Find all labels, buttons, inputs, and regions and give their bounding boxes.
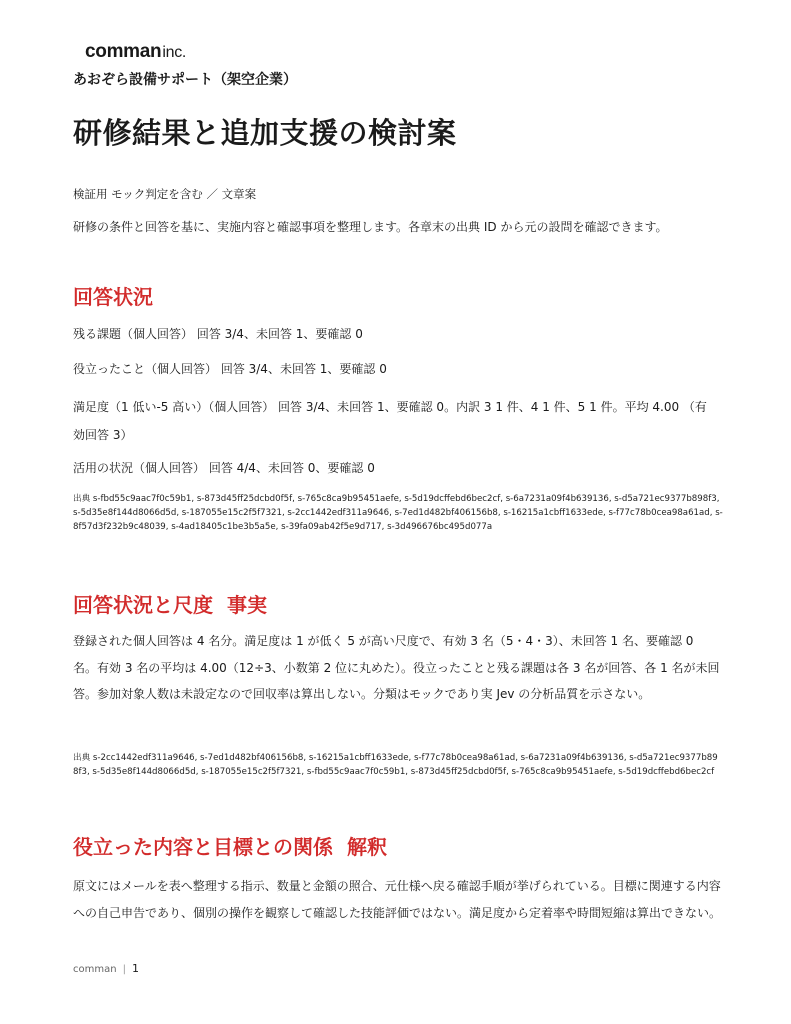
footer-brand: comman — [73, 964, 117, 975]
document-meta: 検証用 モック判定を含む ／ 文章案 — [73, 187, 257, 201]
page-number: 1 — [131, 962, 139, 975]
section-body: 原文にはメールを表へ整理する指示、数量と金額の照合、元仕様へ戻る確認手順が挙げられている。目標に関連する内容への自己申告であり、個別の操作を観察して確認した技能評価ではない。満足度から定着率や時間短縮は算出できない。 — [73, 879, 722, 920]
page-footer — [73, 962, 139, 977]
section-body: 登録された個人回答は 4 名分。満足度は 1 が低く 5 が高い尺度で、有効 3 名（5・4・3）、未回答 1 名、要確認 0 名。有効 3 名の平均は 4.00（12÷3、小数第 2 位に丸めた）。役立ったことと残る課題は各 3 名が回答、各 1 名が未回答。参加対象人数は未設定なので回収率は算出しない。分類はモックであり実 Jev の分析品質を示さない。 — [73, 634, 720, 701]
section-heading-tag: 事実 — [227, 593, 267, 617]
section-source-ids: 出典 s-2cc1442edf311a9646, s-7ed1d482bf406156b8, s-16215a1cbff1633ede, s-f77c78b0cea98a61ad, s-6a7231a09f4b639136, s-d5a721ec9377b898f3, s-5d35e8f144d8066d5d, s-187055e15c2f5f7321, s-fbd55c9aac7f0c59b1, s-873d45ff25dcbd0f5f, s-765c8ca9b95451aefe, s-5d19dcffebd6bec2cf — [73, 753, 718, 777]
document-title: 研修結果と追加支援の検討案 — [73, 116, 457, 150]
status-item: 役立ったこと（個人回答） 回答 3/4、未回答 1、要確認 0 — [73, 362, 387, 376]
section-heading-text: 役立った内容と目標との関係 — [73, 835, 333, 859]
logo-suffix: inc. — [162, 44, 187, 61]
section-heading-text: 回答状況と尺度 — [73, 593, 213, 617]
section-source-ids: 出典 s-fbd55c9aac7f0c59b1, s-873d45ff25dcbd0f5f, s-765c8ca9b95451aefe, s-5d19dcffebd6bec2cf, s-6a7231a09f4b639136, s-d5a721ec9377b898f3, s-5d35e8f144d8066d5d, s-187055e15c2f5f7321, s-2cc1442edf311a9646, s-7ed1d482bf406156b8, s-16215a1cbff1633ede, s-f77c78b0cea98a61ad, s-8f57d3f232b9c48039, s-4ad18405c1be3b5a5e, s-39fa09ab42f5e9d717, s-3d496676bc495d077a — [73, 494, 723, 532]
section-heading-tag: 解釈 — [347, 835, 387, 859]
status-item: 活用の状況（個人回答） 回答 4/4、未回答 0、要確認 0 — [73, 461, 375, 475]
section-heading-response-status: 回答状況 — [73, 285, 153, 309]
status-item: 残る課題（個人回答） 回答 3/4、未回答 1、要確認 0 — [73, 327, 363, 341]
document-lead: 研修の条件と回答を基に、実施内容と確認事項を整理します。各章末の出典 ID から元の設問を確認できます。 — [73, 220, 668, 234]
client-company-name: あおぞら設備サポート（架空企業） — [73, 72, 297, 88]
footer-separator: | — [122, 964, 126, 975]
logo-word: comman — [85, 41, 162, 62]
section-heading-useful-content — [73, 834, 387, 860]
status-item: 満足度（1 低い-5 高い）（個人回答） 回答 3/4、未回答 1、要確認 0。内訳 3 1 件、4 1 件、5 1 件。平均 4.00 （有効回答 3） — [73, 400, 707, 442]
company-logo — [85, 42, 186, 61]
section-heading-status-and-scale — [73, 592, 267, 618]
